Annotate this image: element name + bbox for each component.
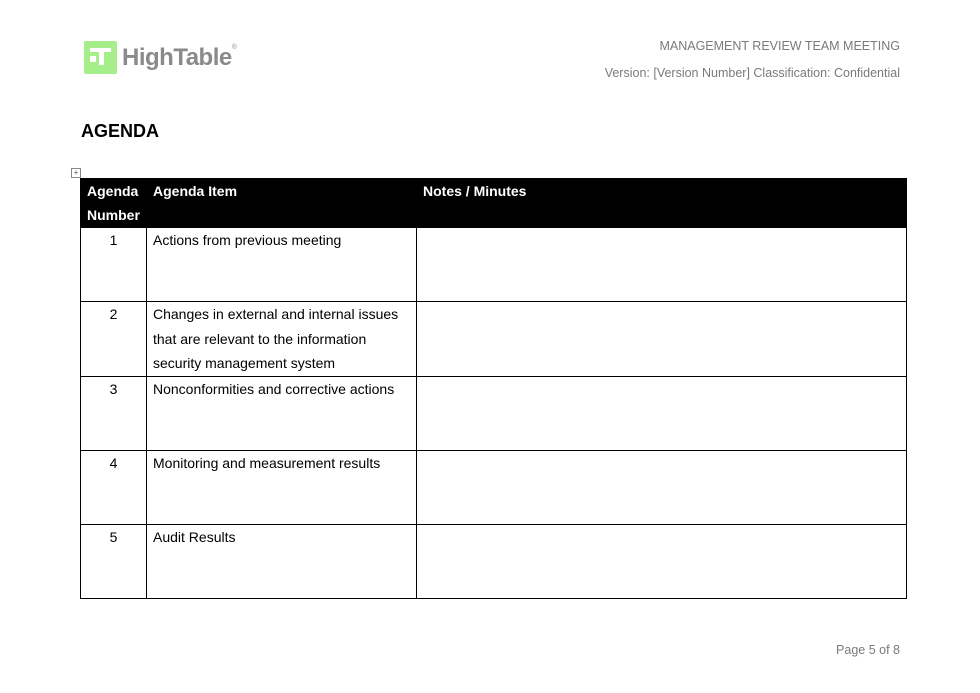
table-header-row — [81, 179, 907, 228]
agenda-item-cell: Changes in external and internal issues that are relevant to the information security management system — [147, 302, 417, 377]
table-row — [81, 524, 907, 598]
agenda-number-cell: 5 — [81, 524, 147, 598]
table-row — [81, 450, 907, 524]
agenda-number-cell: 4 — [81, 450, 147, 524]
brand-logo — [84, 41, 236, 74]
page-heading: AGENDA — [81, 121, 160, 141]
agenda-item-cell: Audit Results — [147, 524, 417, 598]
notes-cell[interactable] — [417, 302, 907, 377]
agenda-number-cell: 3 — [81, 376, 147, 450]
agenda-item-cell: Nonconformities and corrective actions — [147, 376, 417, 450]
hightable-logo-icon — [84, 41, 117, 74]
notes-cell[interactable] — [417, 524, 907, 598]
notes-cell[interactable] — [417, 376, 907, 450]
agenda-number-cell: 1 — [81, 228, 147, 302]
table-row — [81, 228, 907, 302]
column-header-agenda-item: Agenda Item — [147, 179, 417, 228]
table-row — [81, 376, 907, 450]
column-header-agenda-number: Agenda Number — [81, 179, 147, 228]
agenda-item-cell: Monitoring and measurement results — [147, 450, 417, 524]
brand-name: HighTable® — [122, 43, 237, 71]
table-move-handle-icon[interactable]: + — [71, 168, 81, 178]
agenda-table — [80, 178, 907, 599]
page-number: Page 5 of 8 — [836, 643, 900, 657]
agenda-number-cell: 2 — [81, 302, 147, 377]
column-header-notes: Notes / Minutes — [417, 179, 907, 228]
table-row — [81, 302, 907, 377]
notes-cell[interactable] — [417, 450, 907, 524]
notes-cell[interactable] — [417, 228, 907, 302]
agenda-item-cell: Actions from previous meeting — [147, 228, 417, 302]
version-classification: Version: [Version Number] Classification: Confidential — [604, 66, 900, 80]
document-title: MANAGEMENT REVIEW TEAM MEETING — [659, 39, 900, 53]
